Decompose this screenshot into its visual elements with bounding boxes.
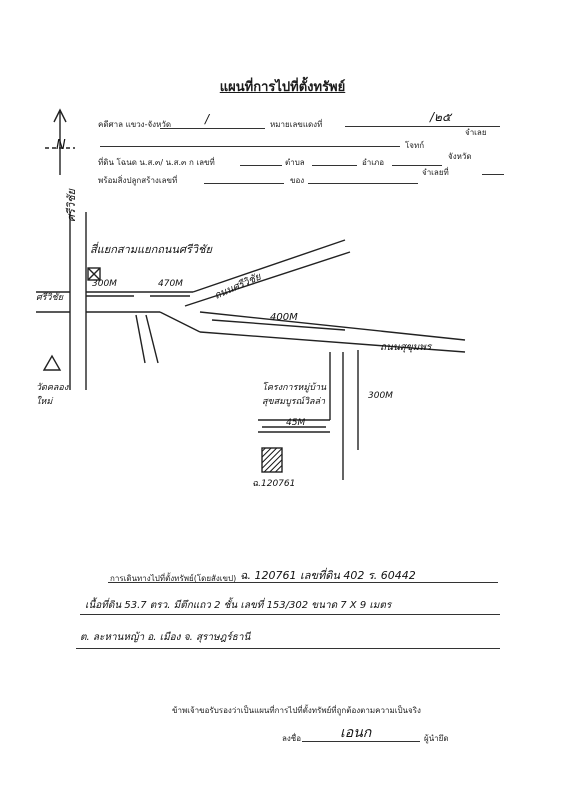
case-no-value: /๒๕ xyxy=(430,110,452,124)
target-property xyxy=(262,448,282,472)
court-label: คดีศาล แขวง-จังหวัด xyxy=(98,120,172,129)
right-road-edge-1 xyxy=(160,312,200,332)
sign-label: ลงชื่อ xyxy=(282,734,302,743)
landmark-label: สี่แยกสามแยกถนนศรีวิชัย xyxy=(90,243,212,256)
route-label: การเดินทางไปที่ตั้งทรัพย์(โดยสังเขป) xyxy=(110,574,237,583)
defendant-label: จำเลย xyxy=(465,128,487,137)
branch-road-edge-1 xyxy=(136,315,145,363)
diag-road-edge-2 xyxy=(185,252,350,306)
plot-label: ฉ.120761 xyxy=(252,479,296,489)
branch-road-edge-2 xyxy=(146,315,158,363)
tambon-label: ตำบล xyxy=(285,158,305,167)
road-left-short: ศรีวิชัย xyxy=(36,293,63,303)
dist-470: 470M xyxy=(158,279,183,289)
page-title: แผนที่การไปที่ตั้งทรัพย์ xyxy=(219,80,346,95)
village-label: โครงการหมู่บ้าน สุขสมบูรณ์วิลล่า xyxy=(262,383,327,407)
route-rule-2 xyxy=(80,614,500,615)
route-rule-3 xyxy=(76,648,500,649)
dist-45: 45M xyxy=(286,418,306,428)
plaintiff-label: โจทก์ xyxy=(405,141,425,150)
certify-text: ข้าพเจ้าขอรับรองว่าเป็นแผนที่การไปที่ตั้งทรัพย์ที่ถูกต้องตามความเป็นจริง xyxy=(172,706,421,715)
land-label: ที่ดิน โฉนด น.ส.๓/ น.ส.๓ ก เลขที่ xyxy=(98,158,215,167)
sign-line xyxy=(302,741,420,742)
sign-role: ผู้นำยึด xyxy=(424,734,449,743)
road-right-label: ถนนสุขุมพร xyxy=(380,342,432,353)
court-value: / xyxy=(205,112,210,126)
defendant-no-label: จำเลยที่ xyxy=(422,168,449,177)
dist-400: 400M xyxy=(270,312,298,323)
school-label: วัดคลอง ใหม่ xyxy=(36,383,69,407)
diag-road-edge-1 xyxy=(193,240,345,292)
road-left-label: ศรีวิชัย xyxy=(65,189,78,222)
route-line-1: ฉ. 120761 เลขที่ดิน 402 ร. 60442 xyxy=(240,569,416,582)
signature: เอนก xyxy=(340,725,372,741)
school-triangle xyxy=(44,356,60,370)
north-label: N xyxy=(56,138,66,153)
building-label: พร้อมสิ่งปลูกสร้างเลขที่ xyxy=(98,176,178,185)
case-no-label: หมายเลขแดงที่ xyxy=(270,120,323,129)
right-road-edge-3 xyxy=(200,312,465,340)
province-label: จังหวัด xyxy=(448,152,472,161)
road-diag-label: ถนนศรีวิชัย xyxy=(212,271,263,302)
dist-300: 300M xyxy=(92,279,117,289)
of-label: ของ xyxy=(290,176,305,185)
amphoe-label: อำเภอ xyxy=(362,158,385,167)
route-line-2: เนื้อที่ดิน 53.7 ตรว. มีตึกแถว 2 ชั้น เลขที่ 153/302 ขนาด 7 X 9 เมตร xyxy=(85,600,392,611)
dist-300-down: 300M xyxy=(368,391,393,401)
route-line-3: ต. ละหานหญ้า อ. เมือง จ. สุราษฎร์ธานี xyxy=(80,632,251,643)
route-rule-1 xyxy=(108,582,498,583)
